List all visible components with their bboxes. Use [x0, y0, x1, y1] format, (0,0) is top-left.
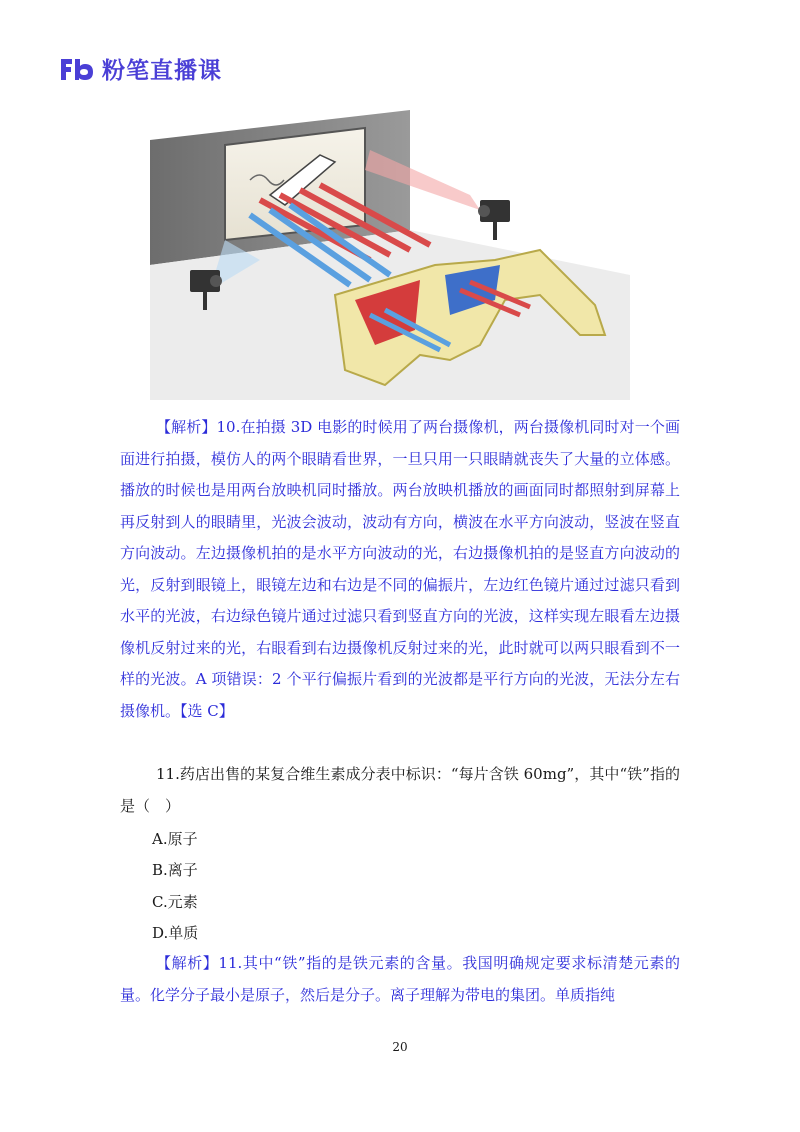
q11-analysis-text: 【解析】11.其中“铁”指的是铁元素的含量。我国明确规定要求标清楚元素的量。化学分子最小是原子，然后是分子。离子理解为带电的集团。单质指纯 [120, 954, 680, 1004]
logo-text: 粉笔直播课 [102, 58, 222, 84]
q11-option-c[interactable]: C.元素 [152, 893, 198, 911]
q11-option-b[interactable]: B.离子 [152, 861, 198, 879]
q11-option-d[interactable]: D.单质 [152, 924, 199, 942]
q11-option-a[interactable]: A.原子 [152, 830, 198, 848]
3d-cinema-illustration [150, 100, 630, 400]
right-projector-icon [478, 200, 510, 240]
fb-logo-icon [58, 55, 96, 83]
q10-analysis-text: 【解析】10.在拍摄 3D 电影的时候用了两台摄像机，两台摄像机同时对一个画面进行拍摄，模仿人的两个眼睛看世界，一旦只用一只眼睛就丧失了大量的立体感。播放的时候也是用两台放映机同时播放。两台放映机播放的画面同时都照射到屏幕上再反射到人的眼睛里，光波会波动，波动有方向，横波在水平方向波动，竖波在竖直方向波动。左边摄像机拍的是水平方向波动的光，右边摄像机拍的是竖直方向波动的光，反射到眼镜上，眼镜左边和右边是不同的偏振片，左边红色镜片通过过滤只看到水平的光波，右边绿色镜片通过过滤只看到竖直方向的光波，这样实现左眼看左边摄像机反射过来的光，右眼看到右边摄像机反射过来的光，此时就可以两只眼看到不一样的光波。A 项错误：2 个平行偏振片看到的光波都是平行方向的光波，无法分左右摄像机。【选 C】 [120, 418, 680, 720]
q11-analysis [120, 948, 680, 1011]
page-number: 20 [392, 1040, 408, 1054]
q10-analysis [120, 412, 680, 727]
q11-stem [120, 759, 680, 822]
brand-logo [58, 52, 222, 85]
q11-stem-text: 11.药店出售的某复合维生素成分表中标识：“每片含铁 60mg”，其中“铁”指的是（ ） [120, 765, 680, 815]
